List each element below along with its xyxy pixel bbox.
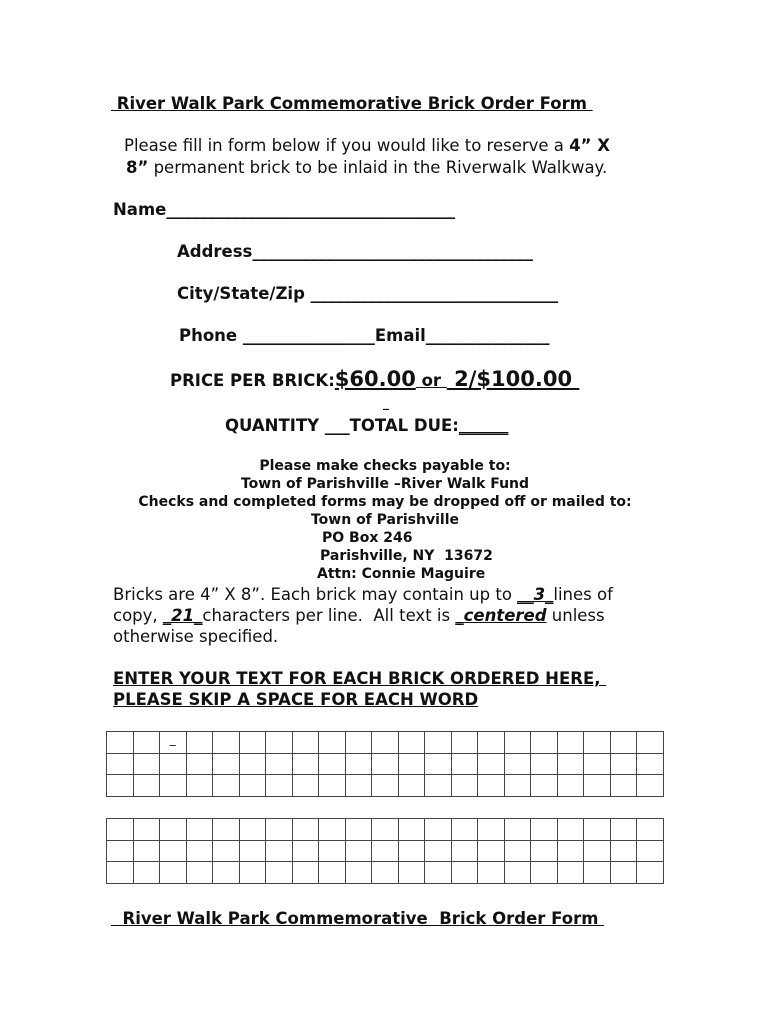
- grid-cell[interactable]: [478, 819, 505, 841]
- grid-cell[interactable]: [637, 732, 664, 754]
- payable-line-6: Parishville, NY 13672: [320, 548, 493, 564]
- grid-cell[interactable]: [478, 753, 505, 775]
- grid-row: [107, 840, 664, 862]
- grid-cell[interactable]: [531, 840, 558, 862]
- rules-text-5: unless: [546, 606, 605, 625]
- grid-cell[interactable]: [292, 775, 319, 797]
- grid-cell[interactable]: [213, 819, 240, 841]
- rules-text-2: lines of: [553, 585, 613, 604]
- grid-cell[interactable]: [398, 775, 425, 797]
- grid-cell[interactable]: [345, 753, 372, 775]
- address-label: Address: [177, 242, 253, 261]
- grid-cell[interactable]: [319, 862, 346, 884]
- grid-row: [107, 819, 664, 841]
- enter-text-heading-1: ENTER YOUR TEXT FOR EACH BRICK ORDERED HERE,: [113, 669, 607, 688]
- grid-cell[interactable]: [372, 862, 399, 884]
- grid-cell[interactable]: [186, 819, 213, 841]
- grid-cell[interactable]: [398, 753, 425, 775]
- grid-cell[interactable]: [107, 775, 134, 797]
- grid-cell[interactable]: [160, 840, 187, 862]
- grid-cell[interactable]: [160, 775, 187, 797]
- quantity-total-field[interactable]: [225, 416, 508, 435]
- form-title-bottom: River Walk Park Commemorative Brick Order Form: [111, 909, 605, 928]
- total-blank[interactable]: ______: [458, 416, 509, 435]
- grid-cell[interactable]: [186, 732, 213, 754]
- intro-size-bold-2: 8”: [126, 158, 149, 177]
- price-per-brick: [170, 367, 579, 391]
- grid-cell[interactable]: [160, 819, 187, 841]
- grid-cell[interactable]: [504, 775, 531, 797]
- grid-cell[interactable]: [239, 732, 266, 754]
- payable-line-5: PO Box 246: [322, 530, 413, 546]
- grid-cell[interactable]: [266, 819, 293, 841]
- price-label: PRICE PER BRICK:: [170, 371, 335, 390]
- intro-size-bold: 4” X: [569, 136, 610, 155]
- brick-text-grid-2[interactable]: [106, 818, 664, 884]
- quantity-blank[interactable]: ___: [324, 416, 350, 435]
- grid-cell[interactable]: [610, 819, 637, 841]
- grid-cell[interactable]: [266, 862, 293, 884]
- grid-cell[interactable]: [372, 775, 399, 797]
- grid-cell[interactable]: [504, 862, 531, 884]
- grid-cell[interactable]: [345, 819, 372, 841]
- grid-cell[interactable]: [425, 819, 452, 841]
- grid-cell[interactable]: [637, 840, 664, 862]
- city-label: City/State/Zip: [177, 284, 305, 303]
- payable-line-3: Checks and completed forms may be dropped off or mailed to:: [138, 494, 632, 510]
- grid-cell[interactable]: [504, 753, 531, 775]
- grid-cell[interactable]: [213, 862, 240, 884]
- address-blank[interactable]: __________________________________: [252, 242, 533, 261]
- grid-cell[interactable]: [239, 753, 266, 775]
- brick-text-grid-1[interactable]: [106, 731, 664, 797]
- grid-cell[interactable]: [107, 819, 134, 841]
- grid-cell[interactable]: [266, 732, 293, 754]
- grid-cell[interactable]: [584, 819, 611, 841]
- quantity-label: QUANTITY: [225, 416, 325, 435]
- price-double: 2/$100.00: [446, 367, 580, 391]
- lines-count: __3_: [517, 585, 554, 604]
- grid-cell[interactable]: [425, 862, 452, 884]
- grid-cell[interactable]: [239, 819, 266, 841]
- grid-cell[interactable]: [504, 732, 531, 754]
- brick-rules-line-1: [113, 585, 613, 604]
- grid-cell[interactable]: [160, 753, 187, 775]
- grid-cell[interactable]: [557, 819, 584, 841]
- grid-cell[interactable]: [610, 775, 637, 797]
- grid-cell[interactable]: [133, 732, 160, 754]
- grid-cell[interactable]: [186, 753, 213, 775]
- grid-cell[interactable]: [531, 732, 558, 754]
- payable-line-2: Town of Parishville –River Walk Fund: [240, 476, 530, 492]
- grid-cell[interactable]: [239, 775, 266, 797]
- grid-cell[interactable]: _: [160, 732, 187, 754]
- email-label: Email: [374, 326, 426, 345]
- grid-cell[interactable]: [584, 840, 611, 862]
- payable-line-7: Attn: Connie Maguire: [317, 566, 486, 582]
- grid-cell[interactable]: [610, 840, 637, 862]
- intro-line-2: [126, 158, 607, 177]
- grid-cell[interactable]: [451, 753, 478, 775]
- intro-text: Please fill in form below if you would like to reserve a: [124, 136, 570, 155]
- grid-cell[interactable]: [319, 775, 346, 797]
- email-blank[interactable]: _______________: [425, 326, 550, 345]
- grid-cell[interactable]: [186, 840, 213, 862]
- grid-cell[interactable]: [425, 753, 452, 775]
- intro-line-1: [124, 136, 610, 155]
- grid-cell[interactable]: [398, 840, 425, 862]
- grid-cell[interactable]: [107, 840, 134, 862]
- grid-cell[interactable]: [504, 819, 531, 841]
- grid-cell[interactable]: [478, 775, 505, 797]
- grid-cell[interactable]: [160, 862, 187, 884]
- grid-cell[interactable]: [292, 840, 319, 862]
- grid-cell[interactable]: [398, 732, 425, 754]
- grid-cell[interactable]: [557, 732, 584, 754]
- grid-cell[interactable]: [266, 775, 293, 797]
- grid-cell[interactable]: [239, 840, 266, 862]
- brick-rules-line-3: otherwise specified.: [113, 627, 279, 646]
- name-label: Name: [113, 200, 167, 219]
- grid-cell[interactable]: [319, 840, 346, 862]
- grid-cell[interactable]: [107, 753, 134, 775]
- grid-cell[interactable]: [292, 732, 319, 754]
- grid-cell[interactable]: [557, 862, 584, 884]
- payable-line-1: Please make checks payable to:: [259, 458, 511, 474]
- intro-text-2: permanent brick to be inlaid in the Riverwalk Walkway.: [148, 158, 608, 177]
- grid-cell[interactable]: [292, 819, 319, 841]
- grid-cell[interactable]: [637, 819, 664, 841]
- grid-cell[interactable]: [531, 753, 558, 775]
- grid-cell[interactable]: [213, 840, 240, 862]
- grid-cell[interactable]: [372, 732, 399, 754]
- grid-cell[interactable]: [345, 862, 372, 884]
- grid-cell[interactable]: [425, 775, 452, 797]
- grid-cell[interactable]: [133, 775, 160, 797]
- grid-cell[interactable]: [372, 753, 399, 775]
- grid-cell[interactable]: [637, 775, 664, 797]
- grid-cell[interactable]: [610, 732, 637, 754]
- price-or: or: [415, 371, 447, 390]
- grid-cell[interactable]: [478, 840, 505, 862]
- grid-cell[interactable]: [319, 819, 346, 841]
- grid-cell[interactable]: [610, 862, 637, 884]
- grid-cell[interactable]: [478, 732, 505, 754]
- grid-cell[interactable]: [292, 862, 319, 884]
- grid-cell[interactable]: [557, 840, 584, 862]
- price-single: $60.00: [334, 367, 416, 391]
- grid-cell[interactable]: [451, 819, 478, 841]
- grid-cell[interactable]: [133, 862, 160, 884]
- city-state-zip-field[interactable]: [177, 284, 558, 303]
- grid-cell[interactable]: [345, 732, 372, 754]
- grid-cell[interactable]: [531, 775, 558, 797]
- grid-cell[interactable]: [266, 840, 293, 862]
- grid-cell[interactable]: [451, 732, 478, 754]
- grid-row: [107, 732, 664, 754]
- grid-cell[interactable]: [584, 775, 611, 797]
- payable-line-4: Town of Parishville: [310, 512, 460, 528]
- grid-cell[interactable]: [213, 732, 240, 754]
- name-field[interactable]: [113, 200, 455, 219]
- grid-cell[interactable]: [557, 753, 584, 775]
- grid-row: [107, 862, 664, 884]
- rules-text-4: characters per line. All text is: [202, 606, 456, 625]
- grid-cell[interactable]: [637, 862, 664, 884]
- grid-cell[interactable]: [398, 819, 425, 841]
- grid-cell[interactable]: [266, 753, 293, 775]
- grid-cell[interactable]: [292, 753, 319, 775]
- grid-cell[interactable]: [398, 862, 425, 884]
- price-mark: _: [383, 396, 389, 410]
- grid-row: [107, 753, 664, 775]
- grid-cell[interactable]: [107, 732, 134, 754]
- chars-count: _21_: [162, 606, 203, 625]
- address-field[interactable]: [177, 242, 533, 261]
- grid-cell[interactable]: [319, 753, 346, 775]
- grid-cell[interactable]: [451, 775, 478, 797]
- grid-cell[interactable]: [133, 819, 160, 841]
- grid-cell[interactable]: [133, 840, 160, 862]
- rules-text-1: Bricks are 4” X 8”. Each brick may contain up to: [113, 585, 518, 604]
- phone-label: Phone: [179, 326, 238, 345]
- total-label: TOTAL DUE:: [349, 416, 459, 435]
- grid-cell[interactable]: [637, 753, 664, 775]
- grid-cell[interactable]: [478, 862, 505, 884]
- grid-cell[interactable]: [372, 819, 399, 841]
- form-title-top: River Walk Park Commemorative Brick Order Form: [111, 94, 593, 113]
- grid-cell[interactable]: [107, 862, 134, 884]
- grid-cell[interactable]: [610, 753, 637, 775]
- grid-cell[interactable]: [451, 862, 478, 884]
- grid-row: [107, 775, 664, 797]
- grid-cell[interactable]: [584, 732, 611, 754]
- grid-cell[interactable]: [531, 819, 558, 841]
- grid-cell[interactable]: [213, 753, 240, 775]
- grid-cell[interactable]: [531, 862, 558, 884]
- grid-cell[interactable]: [186, 775, 213, 797]
- city-blank[interactable]: ______________________________: [304, 284, 559, 303]
- grid-cell[interactable]: [133, 753, 160, 775]
- grid-cell[interactable]: [584, 753, 611, 775]
- phone-email-field[interactable]: [179, 326, 550, 345]
- grid-cell[interactable]: [345, 840, 372, 862]
- grid-cell[interactable]: [345, 775, 372, 797]
- enter-text-heading-2: PLEASE SKIP A SPACE FOR EACH WORD: [113, 690, 479, 709]
- name-blank[interactable]: ___________________________________: [166, 200, 456, 219]
- grid-cell[interactable]: [451, 840, 478, 862]
- rules-text-3: copy,: [113, 606, 163, 625]
- grid-cell[interactable]: [425, 840, 452, 862]
- grid-cell[interactable]: [584, 862, 611, 884]
- grid-cell[interactable]: [186, 862, 213, 884]
- grid-cell[interactable]: [239, 862, 266, 884]
- brick-rules-line-2: [113, 606, 605, 625]
- grid-cell[interactable]: [425, 732, 452, 754]
- align-value: _centered: [455, 606, 547, 625]
- grid-cell[interactable]: [372, 840, 399, 862]
- grid-cell[interactable]: [213, 775, 240, 797]
- grid-cell[interactable]: [557, 775, 584, 797]
- phone-blank[interactable]: ________________: [237, 326, 375, 345]
- grid-cell[interactable]: [319, 732, 346, 754]
- grid-cell[interactable]: [504, 840, 531, 862]
